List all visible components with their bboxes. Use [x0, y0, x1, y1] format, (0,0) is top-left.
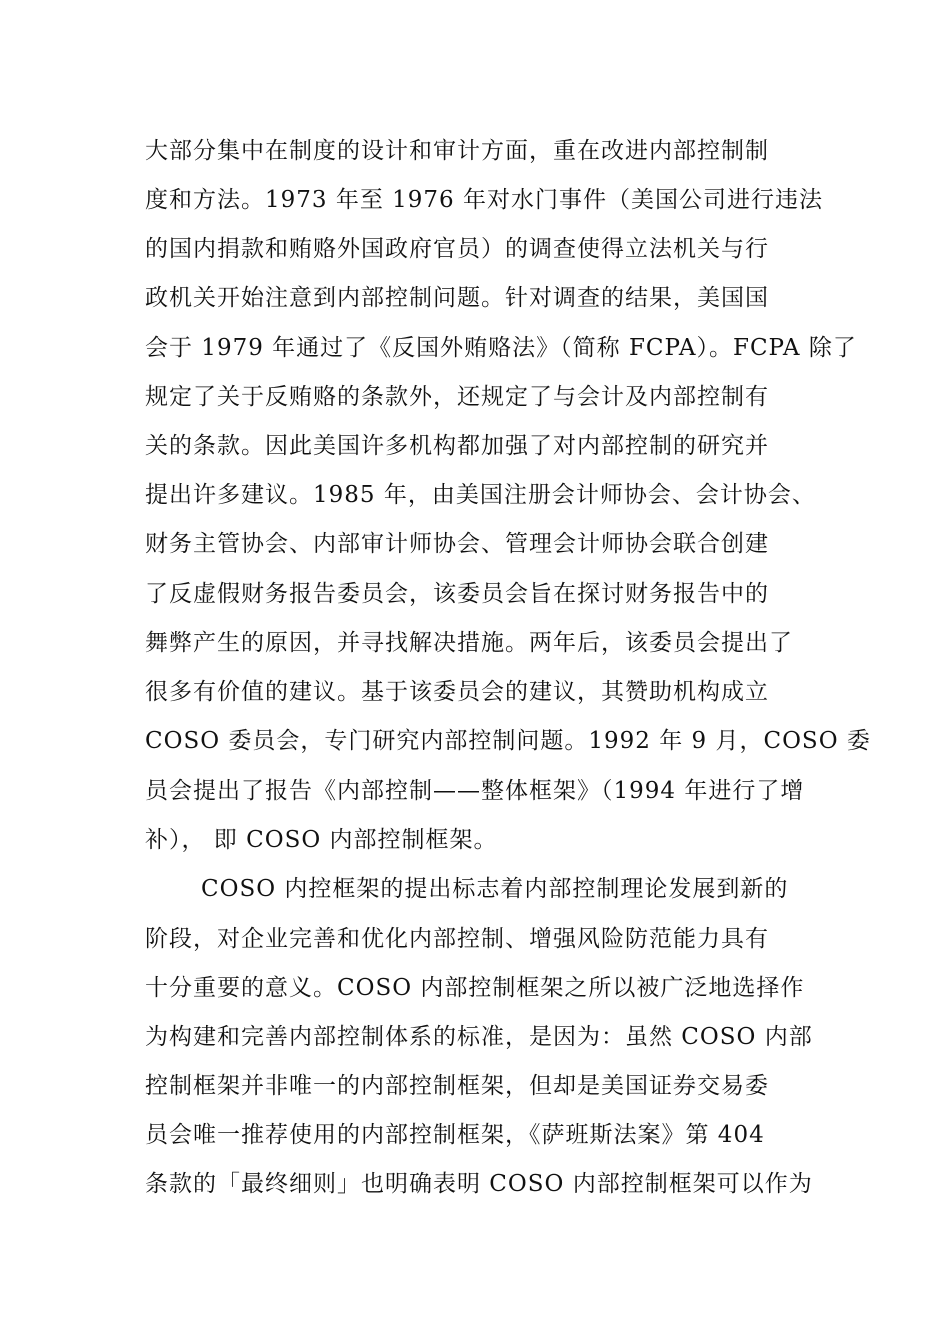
paragraph-1-line-3: 的国内捐款和贿赂外国政府官员）的调查使得立法机关与行: [145, 236, 769, 262]
paragraph-1-line-9: 财务主管协会、内部审计师协会、管理会计师协会联合创建: [145, 531, 769, 557]
paragraph-1-line-14: 员会提出了报告《内部控制——整体框架》（1994 年进行了增: [145, 778, 805, 804]
paragraph-1-line-11: 舞弊产生的原因，并寻找解决措施。两年后，该委员会提出了: [145, 630, 793, 656]
paragraph-2-line-5: 控制框架并非唯一的内部控制框架，但却是美国证券交易委: [145, 1073, 769, 1099]
paragraph-2-line-1: COSO 内控框架的提出标志着内部控制理论发展到新的: [201, 876, 789, 902]
paragraph-2-line-2: 阶段，对企业完善和优化内部控制、增强风险防范能力具有: [145, 926, 769, 952]
paragraph-1-line-10: 了反虚假财务报告委员会，该委员会旨在探讨财务报告中的: [145, 581, 769, 607]
paragraph-1-line-1: 大部分集中在制度的设计和审计方面，重在改进内部控制制: [145, 138, 769, 164]
paragraph-1-line-2: 度和方法。1973 年至 1976 年对水门事件（美国公司进行违法: [145, 187, 823, 213]
paragraph-1-line-12: 很多有价值的建议。基于该委员会的建议，其赞助机构成立: [145, 679, 769, 705]
paragraph-1-line-6: 规定了关于反贿赂的条款外，还规定了与会计及内部控制有: [145, 384, 769, 410]
paragraph-1-line-8: 提出许多建议。1985 年，由美国注册会计师协会、会计协会、: [145, 482, 816, 508]
paragraph-1-line-7: 关的条款。因此美国许多机构都加强了对内部控制的研究并: [145, 433, 769, 459]
paragraph-2-line-7: 条款的「最终细则」也明确表明 COSO 内部控制框架可以作为: [145, 1171, 813, 1197]
paragraph-2-line-3: 十分重要的意义。COSO 内部控制框架之所以被广泛地选择作: [145, 975, 805, 1001]
paragraph-1-line-13: COSO 委员会，专门研究内部控制问题。1992 年 9 月，COSO 委: [145, 728, 871, 754]
paragraph-2-line-6: 员会唯一推荐使用的内部控制框架，《萨班斯法案》第 404: [145, 1122, 765, 1148]
paragraph-1-line-15: 补）， 即 COSO 内部控制框架。: [145, 827, 498, 853]
paragraph-2-line-4: 为构建和完善内部控制体系的标准，是因为：虽然 COSO 内部: [145, 1024, 813, 1050]
paragraph-1-line-4: 政机关开始注意到内部控制问题。针对调查的结果，美国国: [145, 285, 769, 311]
paragraph-1-line-5: 会于 1979 年通过了《反国外贿赂法》（简称 FCPA）。FCPA 除了: [145, 335, 857, 361]
